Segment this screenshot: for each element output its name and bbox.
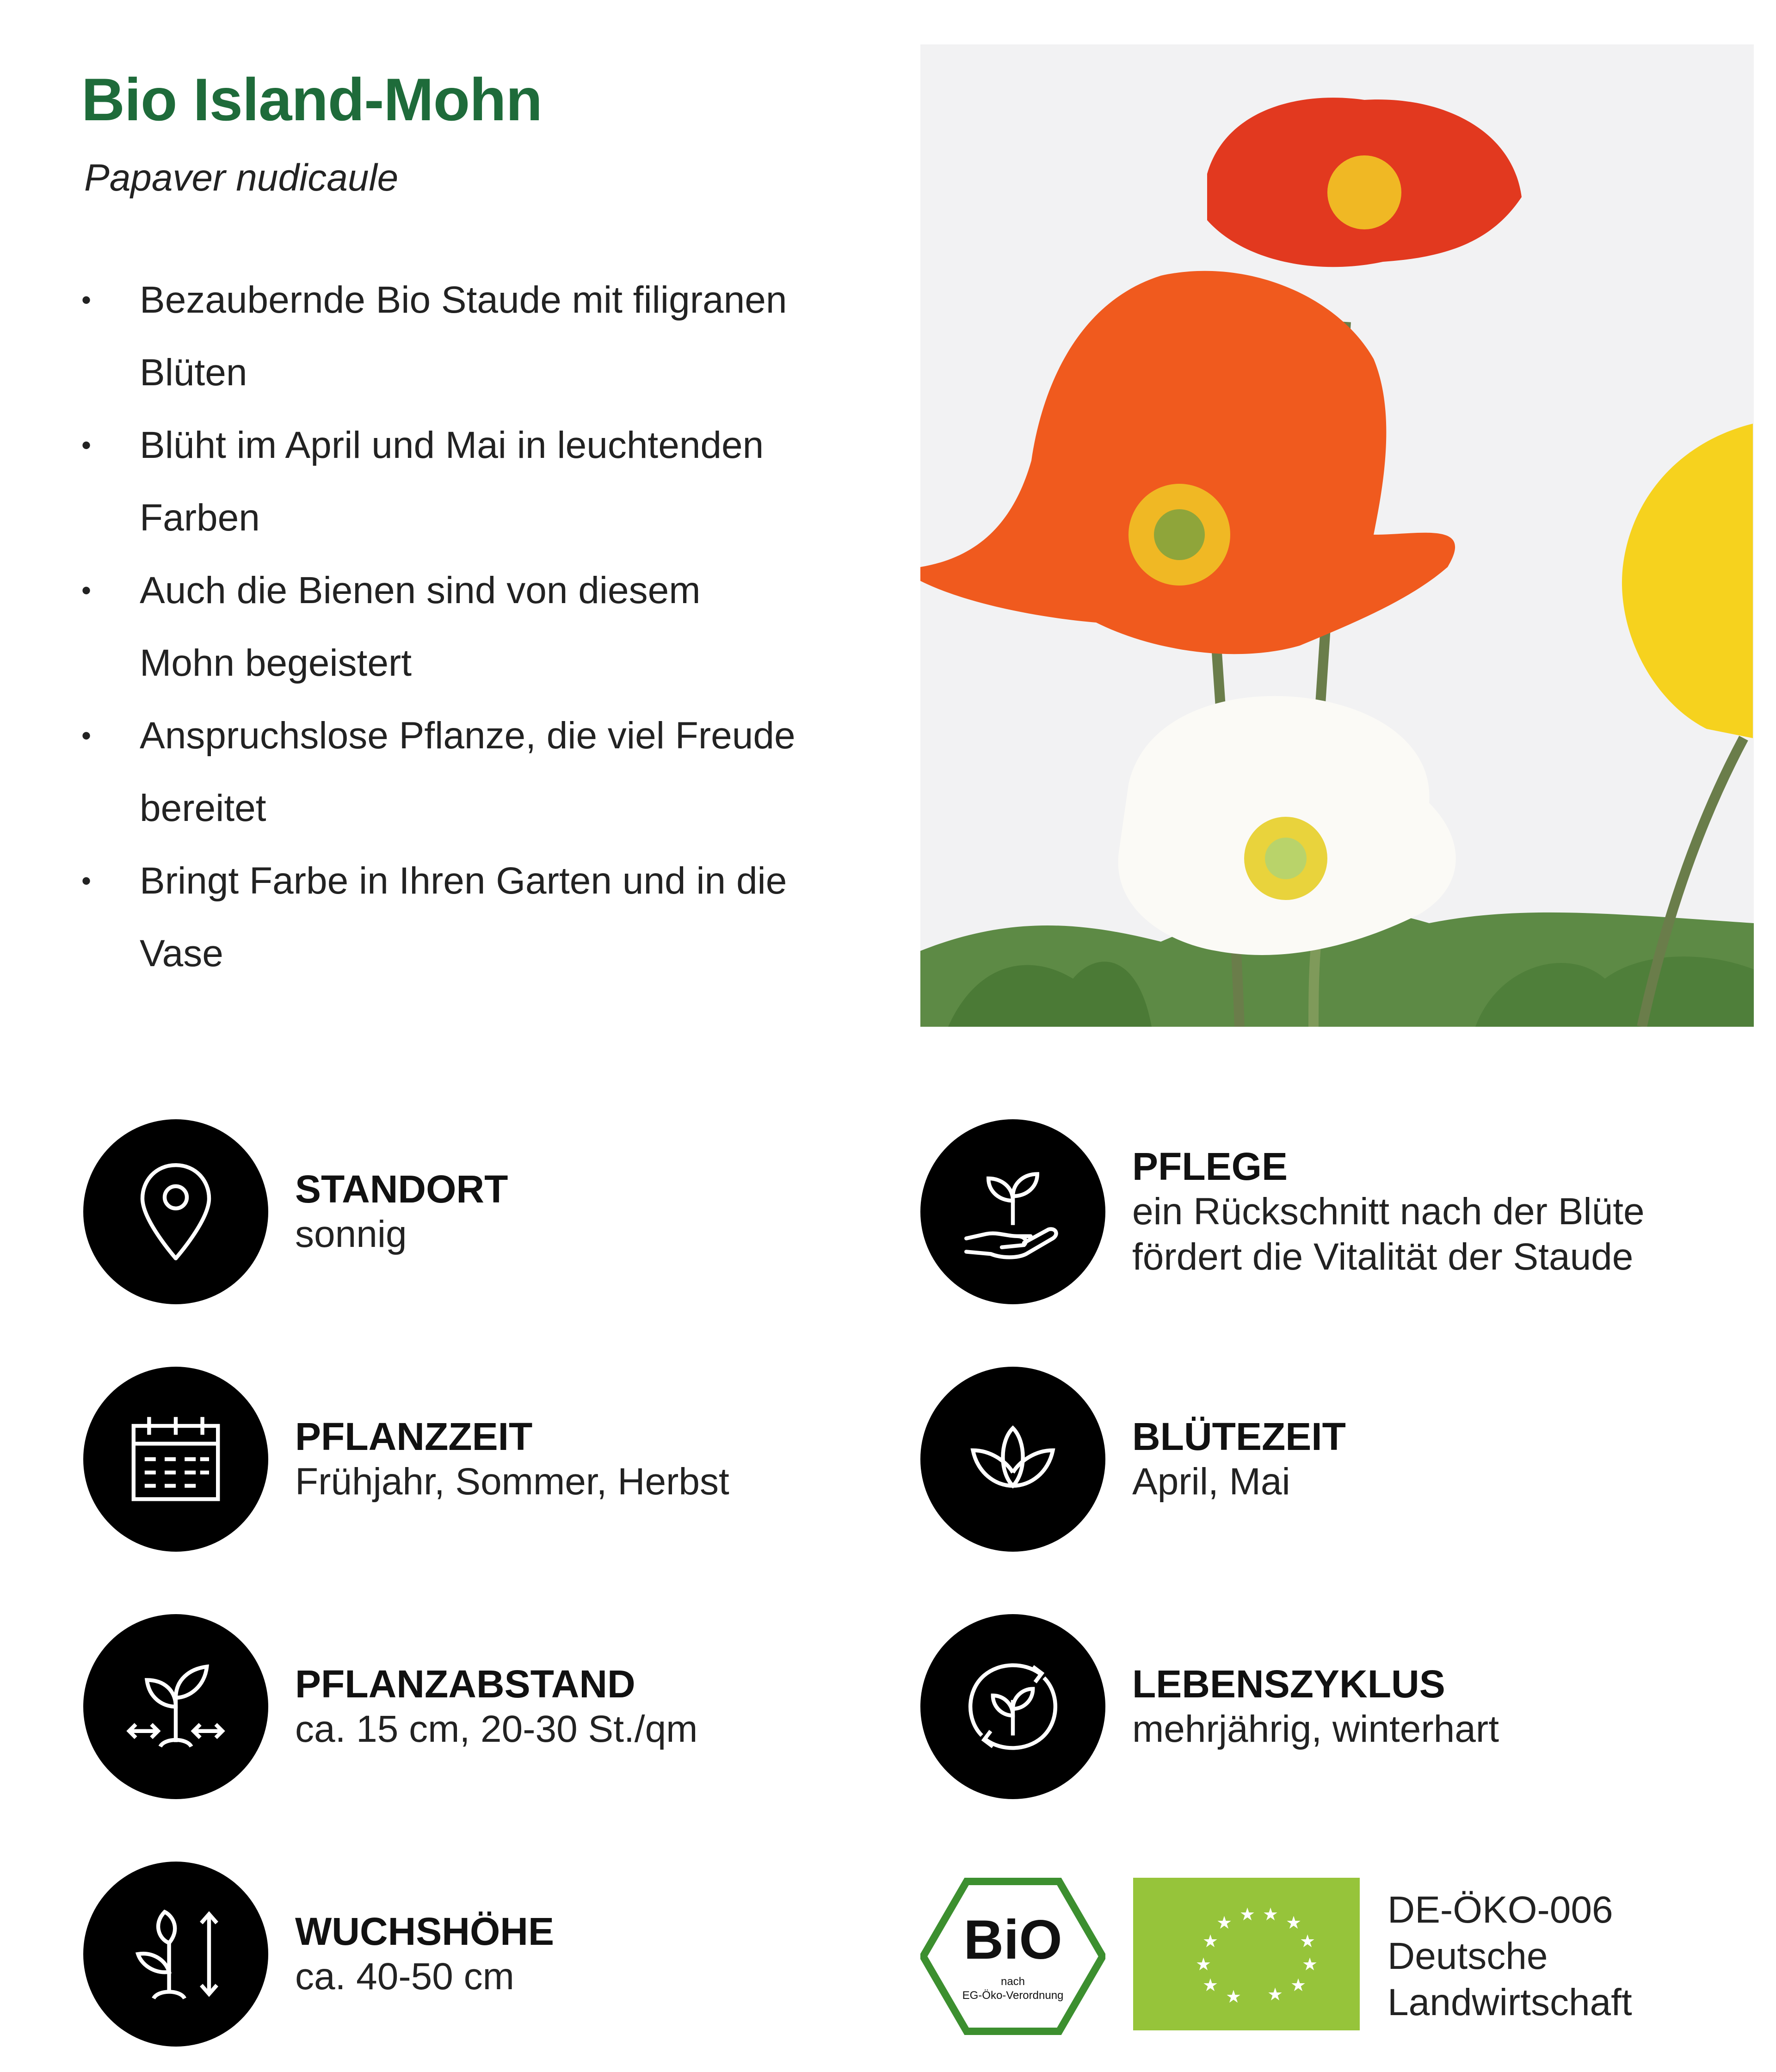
svg-text:★: ★: [1263, 1904, 1279, 1924]
origin-line1: Deutsche: [1388, 1935, 1548, 1977]
seedling-hand-icon: [957, 1156, 1068, 1267]
latin-name: Papaver nudicaule: [84, 157, 399, 199]
pflanzabstand-label: PFLANZABSTAND: [295, 1662, 635, 1706]
pflanzzeit-value: Frühjahr, Sommer, Herbst: [295, 1461, 729, 1503]
feature-pflege: [920, 1119, 1707, 1304]
svg-text:★: ★: [1300, 1931, 1316, 1951]
pflanzabstand-value: ca. 15 cm, 20-30 St./qm: [295, 1708, 698, 1750]
bio-seal-logo: [920, 1878, 1105, 2035]
poppy-illustration: [920, 44, 1754, 1027]
svg-text:★: ★: [1240, 1904, 1256, 1924]
plant-spacing-icon: [120, 1651, 231, 1762]
pflege-value-line2: fördert die Vitalität der Staude: [1132, 1236, 1634, 1278]
svg-text:★: ★: [1196, 1954, 1212, 1974]
svg-text:★: ★: [1286, 1912, 1302, 1933]
lebenszyklus-label: LEBENSZYKLUS: [1132, 1662, 1445, 1706]
pflanzzeit-badge: [83, 1367, 268, 1552]
lebenszyklus-value: mehrjährig, winterhart: [1132, 1708, 1499, 1750]
eu-organic-logo: [1133, 1878, 1360, 2030]
svg-text:EG-Öko-Verordnung: EG-Öko-Verordnung: [962, 1989, 1064, 2002]
feature-bullet-list: [81, 264, 798, 990]
feature-bluetezeit: [920, 1367, 1707, 1552]
pflege-value-line1: ein Rückschnitt nach der Blüte: [1132, 1190, 1645, 1233]
svg-text:★: ★: [1290, 1975, 1307, 1995]
bluetezeit-value: April, Mai: [1132, 1461, 1290, 1503]
list-item: • Blüht im April und Mai in leuchtenden Farben: [81, 409, 798, 554]
lebenszyklus-badge: [920, 1614, 1105, 1799]
eco-control-code: DE-ÖKO-006: [1388, 1889, 1613, 1931]
feature-wuchshoehe: [83, 1862, 870, 2047]
pflege-label: PFLEGE: [1132, 1145, 1288, 1188]
standort-value: sonnig: [295, 1213, 407, 1255]
svg-text:BiO: BiO: [963, 1909, 1062, 1971]
feature-lebenszyklus: [920, 1614, 1707, 1799]
eu-leaf-stars-icon: [1133, 1878, 1360, 2030]
certification-text: [1388, 1887, 1632, 2026]
svg-text:★: ★: [1216, 1912, 1233, 1933]
lotus-flower-icon: [957, 1404, 1068, 1515]
plant-cycle-icon: [957, 1651, 1068, 1762]
feature-standort: [83, 1119, 870, 1304]
bluetezeit-badge: [920, 1367, 1105, 1552]
feature-pflanzzeit: [83, 1367, 870, 1552]
wuchshoehe-value: ca. 40-50 cm: [295, 1955, 514, 1998]
svg-text:★: ★: [1202, 1975, 1219, 1995]
pflanzabstand-badge: [83, 1614, 268, 1799]
calendar-icon: [120, 1404, 231, 1515]
svg-text:★: ★: [1202, 1931, 1219, 1951]
svg-text:★: ★: [1267, 1984, 1283, 2004]
wuchshoehe-label: WUCHSHÖHE: [295, 1910, 554, 1953]
plant-height-icon: [120, 1899, 231, 2010]
feature-pflanzabstand: [83, 1614, 870, 1799]
list-item: • Auch die Bienen sind von diesem Mohn begeistert: [81, 554, 798, 699]
standort-label: STANDORT: [295, 1167, 508, 1211]
product-title: Bio Island-Mohn: [81, 66, 542, 133]
wuchshoehe-badge: [83, 1862, 268, 2047]
list-item: • Anspruchslose Pflanze, die viel Freude bereitet: [81, 699, 798, 845]
product-photo: [920, 44, 1754, 1027]
svg-text:nach: nach: [1000, 1975, 1025, 1988]
svg-text:★: ★: [1302, 1954, 1318, 1974]
bluetezeit-label: BLÜTEZEIT: [1132, 1415, 1346, 1458]
origin-line2: Landwirtschaft: [1388, 1981, 1632, 2023]
list-item: • Bringt Farbe in Ihren Garten und in die Vase: [81, 845, 798, 990]
list-item: • Bezaubernde Bio Staude mit filigranen Blüten: [81, 264, 798, 409]
location-pin-icon: [120, 1156, 231, 1267]
svg-text:★: ★: [1226, 1986, 1242, 2007]
standort-badge: [83, 1119, 268, 1304]
pflanzzeit-label: PFLANZZEIT: [295, 1415, 533, 1458]
pflege-badge: [920, 1119, 1105, 1304]
